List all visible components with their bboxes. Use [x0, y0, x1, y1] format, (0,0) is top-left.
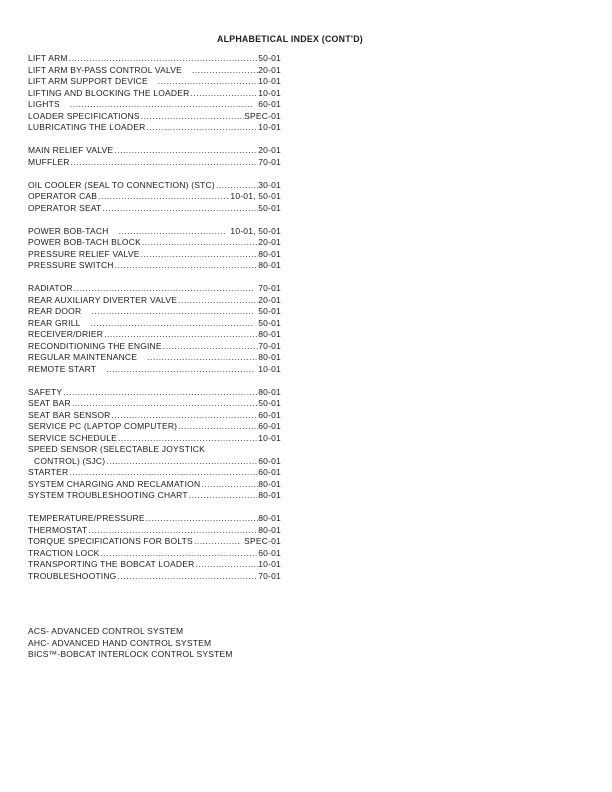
- index-entry: [28, 433, 281, 445]
- abbreviation-line: AHC- ADVANCED HAND CONTROL SYSTEM: [28, 637, 212, 648]
- dot-leader: [98, 191, 230, 203]
- entry-label: OPERATOR CAB: [28, 191, 98, 201]
- index-entry: [28, 513, 281, 525]
- dot-leader: [146, 513, 259, 525]
- index-section: [28, 226, 281, 272]
- dot-leader: [71, 157, 259, 169]
- dot-leader: [69, 467, 258, 479]
- dot-leader: [91, 306, 254, 318]
- dot-leader: [70, 99, 254, 111]
- entry-label: SAFETY: [28, 386, 63, 397]
- index-entry: [28, 145, 281, 157]
- dot-leader: [112, 410, 259, 422]
- index-entry: [28, 536, 281, 548]
- index-entry: [28, 237, 281, 249]
- dot-leader: [118, 433, 258, 445]
- entry-page-number: 50-01: [258, 398, 281, 408]
- index-entry: [28, 490, 281, 502]
- index-entry: [28, 111, 281, 123]
- entry-label: STARTER: [28, 467, 69, 477]
- index-entry: [28, 548, 281, 560]
- dot-leader: [115, 260, 259, 272]
- entry-page-number: 60-01: [258, 99, 281, 109]
- index-entry: [28, 421, 281, 433]
- dot-leader: [69, 53, 259, 65]
- entry-label: TORQUE SPECIFICATIONS FOR BOLTS: [28, 536, 193, 546]
- entry-label: PRESSURE SWITCH: [28, 260, 114, 270]
- entry-label: TRACTION LOCK: [28, 547, 100, 558]
- index-entry: [28, 53, 281, 65]
- entry-page-number: 80-01: [258, 524, 281, 535]
- entry-page-number: 60-01: [258, 547, 281, 558]
- entry-page-number: 10-01: [258, 559, 281, 569]
- dot-leader: [178, 421, 258, 433]
- entry-page-number: 50-01: [258, 202, 281, 213]
- entry-label: RECEIVER/DRIER: [28, 329, 104, 339]
- entry-page-number: 10-01: [258, 432, 281, 443]
- entry-label: LIFT ARM: [28, 53, 68, 63]
- entry-label: SPEED SENSOR (SELECTABLE JOYSTICK: [28, 444, 205, 454]
- entry-label: REGULAR MAINTENANCE: [28, 352, 138, 362]
- entry-label: LOADER SPECIFICATIONS: [28, 110, 140, 121]
- entry-label: TRANSPORTING THE BOBCAT LOADER: [28, 559, 195, 569]
- entry-label: REAR AUXILIARY DIVERTER VALVE: [28, 294, 178, 305]
- index-entry: [28, 283, 281, 295]
- entry-label: THERMOSTAT: [28, 524, 88, 535]
- index-section: [28, 180, 281, 215]
- entry-page-number: 80-01: [258, 386, 281, 397]
- entry-label: SYSTEM TROUBLESHOOTING CHART: [28, 490, 188, 500]
- entry-label: MUFFLER: [28, 156, 70, 167]
- index-entry: [28, 571, 281, 583]
- index-entry: [28, 226, 281, 238]
- entry-page-number: 10-01: [258, 87, 281, 98]
- entry-page-number: 80-01: [258, 513, 281, 523]
- index-entry: [28, 444, 281, 456]
- dot-leader: [192, 65, 258, 77]
- entry-label: SYSTEM CHARGING AND RECLAMATION: [28, 478, 201, 489]
- entry-page-number: 80-01: [258, 248, 281, 259]
- entry-page-number: 70-01: [258, 340, 281, 351]
- entry-page-number: 80-01: [258, 352, 281, 362]
- index-entry: [28, 249, 281, 261]
- index-entry: [28, 410, 281, 422]
- index-entry: [28, 398, 281, 410]
- dot-leader: [147, 352, 258, 364]
- dot-leader: [195, 559, 258, 571]
- entry-page-number: SPEC-01: [244, 536, 281, 546]
- dot-leader: [201, 479, 258, 491]
- index-entry: [28, 329, 281, 341]
- entry-page-number: 20-01: [258, 237, 281, 247]
- abbreviation-line: ACS- ADVANCED CONTROL SYSTEM: [28, 626, 184, 636]
- entry-label: OPERATOR SEAT: [28, 202, 102, 213]
- entry-page-number: 60-01: [258, 467, 281, 477]
- entry-label: SERVICE SCHEDULE: [28, 432, 118, 443]
- entry-page-number: 50-01: [258, 317, 281, 328]
- entry-page-number: 80-01: [258, 490, 281, 500]
- entry-label: SEAT BAR SENSOR: [28, 409, 111, 420]
- entry-page-number: 10-01: [258, 76, 281, 86]
- index-entry: [28, 467, 281, 479]
- dot-leader: [74, 283, 255, 295]
- entry-page-number: 80-01: [258, 260, 281, 270]
- entry-page-number: 60-01: [258, 455, 281, 466]
- entry-label: LUBRICATING THE LOADER: [28, 122, 146, 132]
- entry-label: CONTROL) (SJC): [34, 455, 106, 466]
- index-entry: [28, 88, 281, 100]
- entry-label: TROUBLESHOOTING: [28, 570, 117, 581]
- dot-leader: [178, 295, 258, 307]
- entry-label: POWER BOB-TACH BLOCK: [28, 237, 141, 247]
- entry-label: RECONDITIONING THE ENGINE: [28, 340, 162, 351]
- index-entry: [28, 387, 281, 399]
- entry-page-number: 60-01: [258, 421, 281, 431]
- entry-label: TEMPERATURE/PRESSURE: [28, 513, 145, 523]
- index-entry: [28, 318, 281, 330]
- dot-leader: [194, 536, 240, 548]
- entry-page-number: 80-01: [258, 478, 281, 489]
- entry-label: MAIN RELIEF VALVE: [28, 145, 114, 155]
- dot-leader: [63, 387, 258, 399]
- entry-page-number: 10-01, 50-01: [230, 225, 281, 236]
- index-entry: [28, 157, 281, 169]
- index-entry: [28, 479, 281, 491]
- entry-label: REAR DOOR: [28, 306, 82, 316]
- entry-page-number: 10-01, 50-01: [230, 191, 281, 201]
- entry-page-number: 50-01: [258, 53, 281, 63]
- index-entry: [28, 122, 281, 134]
- dot-leader: [101, 548, 259, 560]
- page-title: ALPHABETICAL INDEX (CONT'D): [216, 34, 363, 44]
- dot-leader: [91, 318, 255, 330]
- entry-page-number: SPEC-01: [244, 110, 281, 121]
- dot-leader: [189, 490, 259, 502]
- dot-leader: [102, 203, 258, 215]
- index-entry: [28, 65, 281, 77]
- dot-leader: [88, 525, 258, 537]
- index-entry: [28, 260, 281, 272]
- dot-leader: [158, 76, 258, 88]
- entry-label: OIL COOLER (SEAL TO CONNECTION) (STC): [28, 179, 215, 190]
- index-section: [28, 53, 281, 134]
- entry-page-number: 70-01: [258, 156, 281, 167]
- dot-leader: [106, 364, 254, 376]
- entry-page-number: 30-01: [258, 179, 281, 190]
- index-entry: [28, 364, 281, 376]
- dot-leader: [141, 111, 244, 123]
- entry-page-number: 20-01: [258, 294, 281, 305]
- abbreviations-block: [28, 626, 233, 661]
- index-entry: [28, 76, 281, 88]
- index-entry: [28, 99, 281, 111]
- entry-label: LIFT ARM SUPPORT DEVICE: [28, 76, 148, 86]
- dot-leader: [142, 237, 258, 249]
- dot-leader: [104, 329, 258, 341]
- entry-label: LIGHTS: [28, 99, 60, 109]
- entry-label: SERVICE PC (LAPTOP COMPUTER): [28, 421, 178, 431]
- index-section: [28, 513, 281, 582]
- dot-leader: [117, 571, 258, 583]
- abbreviation-line: BICS™-BOBCAT INTERLOCK CONTROL SYSTEM: [28, 649, 233, 659]
- index-entry: [28, 352, 281, 364]
- dot-leader: [216, 180, 258, 192]
- dot-leader: [190, 88, 258, 100]
- dot-leader: [106, 456, 258, 468]
- index-entry: [28, 341, 281, 353]
- index-entry: [28, 559, 281, 571]
- alphabetical-index-list: [28, 53, 281, 594]
- entry-page-number: 70-01: [258, 283, 281, 293]
- dot-leader: [146, 122, 258, 134]
- index-section: [28, 145, 281, 168]
- dot-leader: [119, 226, 227, 238]
- index-entry: [28, 456, 281, 468]
- entry-label: RADIATOR: [28, 283, 73, 293]
- entry-page-number: 10-01: [258, 363, 281, 374]
- index-section: [28, 387, 281, 502]
- entry-page-number: 20-01: [258, 64, 281, 75]
- entry-label: SEAT BAR: [28, 398, 71, 408]
- dot-leader: [141, 249, 259, 261]
- entry-page-number: 60-01: [258, 409, 281, 420]
- entry-page-number: 20-01: [258, 145, 281, 155]
- entry-label: POWER BOB-TACH: [28, 225, 109, 236]
- entry-page-number: 80-01: [258, 329, 281, 339]
- index-entry: [28, 191, 281, 203]
- dot-leader: [163, 341, 258, 353]
- index-entry: [28, 203, 281, 215]
- index-entry: [28, 306, 281, 318]
- dot-leader: [72, 398, 258, 410]
- entry-page-number: 10-01: [258, 122, 281, 132]
- entry-page-number: 50-01: [258, 306, 281, 316]
- dot-leader: [114, 145, 258, 157]
- entry-label: REAR GRILL: [28, 317, 81, 328]
- index-entry: [28, 525, 281, 537]
- index-entry: [28, 180, 281, 192]
- entry-page-number: 70-01: [258, 570, 281, 581]
- entry-label: PRESSURE RELIEF VALVE: [28, 248, 140, 259]
- entry-label: LIFT ARM BY-PASS CONTROL VALVE: [28, 64, 183, 75]
- index-section: [28, 283, 281, 375]
- index-entry: [28, 295, 281, 307]
- entry-label: LIFTING AND BLOCKING THE LOADER: [28, 87, 190, 98]
- entry-label: REMOTE START: [28, 363, 97, 374]
